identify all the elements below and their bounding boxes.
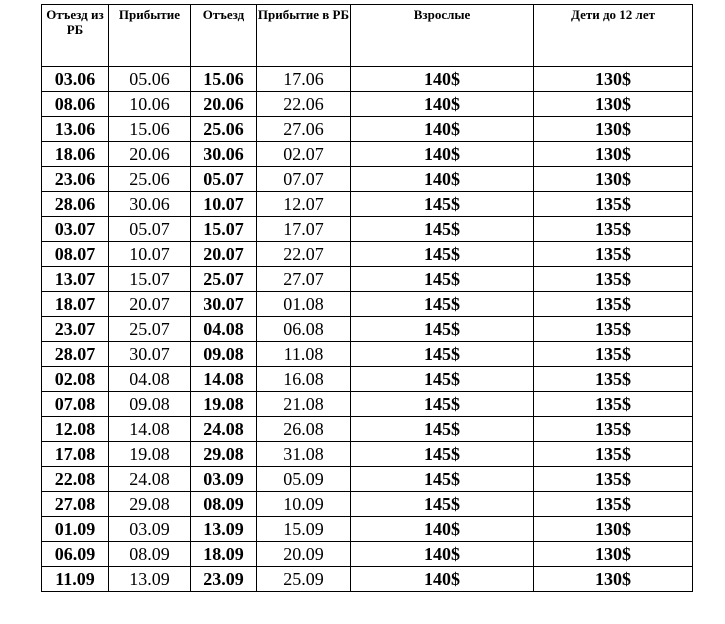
cell-price-child: 135$: [534, 442, 693, 467]
cell-arrival: 04.08: [109, 367, 191, 392]
cell-arrival: 25.06: [109, 167, 191, 192]
cell-arrival-in-rb: 10.09: [257, 492, 351, 517]
cell-price-adult: 140$: [351, 567, 534, 592]
cell-arrival-in-rb: 31.08: [257, 442, 351, 467]
cell-price-child: 135$: [534, 217, 693, 242]
cell-price-adult: 145$: [351, 367, 534, 392]
cell-arrival: 29.08: [109, 492, 191, 517]
cell-arrival-in-rb: 02.07: [257, 142, 351, 167]
cell-price-child: 135$: [534, 292, 693, 317]
cell-departure-from-rb: 23.06: [42, 167, 109, 192]
table-row: [42, 92, 693, 117]
cell-price-adult: 145$: [351, 192, 534, 217]
cell-departure: 05.07: [191, 167, 257, 192]
cell-price-child: 130$: [534, 542, 693, 567]
cell-arrival-in-rb: 17.06: [257, 67, 351, 92]
table-row: [42, 267, 693, 292]
table-row: [42, 467, 693, 492]
table-row: [42, 142, 693, 167]
header-children: Дети до 12 лет: [534, 5, 693, 67]
cell-arrival: 30.06: [109, 192, 191, 217]
header-arrival: Прибытие: [109, 5, 191, 67]
table-row: [42, 292, 693, 317]
cell-arrival-in-rb: 17.07: [257, 217, 351, 242]
cell-departure: 24.08: [191, 417, 257, 442]
cell-departure: 03.09: [191, 467, 257, 492]
cell-departure: 25.06: [191, 117, 257, 142]
cell-price-adult: 145$: [351, 242, 534, 267]
cell-price-adult: 145$: [351, 492, 534, 517]
cell-price-child: 135$: [534, 492, 693, 517]
table-row: [42, 167, 693, 192]
table-row: [42, 542, 693, 567]
cell-price-child: 135$: [534, 392, 693, 417]
table-row: [42, 242, 693, 267]
cell-arrival: 10.07: [109, 242, 191, 267]
cell-departure-from-rb: 18.07: [42, 292, 109, 317]
cell-price-child: 135$: [534, 342, 693, 367]
cell-price-adult: 145$: [351, 342, 534, 367]
cell-price-adult: 140$: [351, 517, 534, 542]
cell-price-adult: 140$: [351, 67, 534, 92]
cell-departure-from-rb: 11.09: [42, 567, 109, 592]
cell-price-child: 135$: [534, 192, 693, 217]
cell-arrival: 14.08: [109, 417, 191, 442]
cell-price-child: 135$: [534, 317, 693, 342]
cell-arrival-in-rb: 05.09: [257, 467, 351, 492]
cell-arrival-in-rb: 12.07: [257, 192, 351, 217]
cell-arrival: 03.09: [109, 517, 191, 542]
cell-arrival-in-rb: 27.06: [257, 117, 351, 142]
tour-schedule-table: [41, 4, 693, 592]
header-departure-from-rb: Отъезд из РБ: [42, 5, 109, 67]
cell-departure-from-rb: 28.06: [42, 192, 109, 217]
cell-arrival: 24.08: [109, 467, 191, 492]
cell-departure: 30.07: [191, 292, 257, 317]
cell-arrival-in-rb: 15.09: [257, 517, 351, 542]
cell-arrival-in-rb: 01.08: [257, 292, 351, 317]
cell-price-adult: 145$: [351, 417, 534, 442]
cell-departure-from-rb: 13.06: [42, 117, 109, 142]
header-row: [42, 5, 693, 67]
cell-departure: 20.06: [191, 92, 257, 117]
table-row: [42, 317, 693, 342]
cell-price-child: 130$: [534, 567, 693, 592]
cell-arrival-in-rb: 26.08: [257, 417, 351, 442]
table-row: [42, 517, 693, 542]
cell-price-child: 135$: [534, 467, 693, 492]
cell-price-adult: 140$: [351, 542, 534, 567]
header-arrival-in-rb: Прибытие в РБ: [257, 5, 351, 67]
cell-price-adult: 140$: [351, 117, 534, 142]
cell-price-adult: 145$: [351, 267, 534, 292]
cell-departure: 30.06: [191, 142, 257, 167]
cell-departure-from-rb: 08.06: [42, 92, 109, 117]
cell-departure: 08.09: [191, 492, 257, 517]
cell-departure: 29.08: [191, 442, 257, 467]
cell-departure-from-rb: 12.08: [42, 417, 109, 442]
cell-price-adult: 145$: [351, 442, 534, 467]
cell-arrival: 08.09: [109, 542, 191, 567]
cell-arrival: 15.06: [109, 117, 191, 142]
cell-arrival-in-rb: 07.07: [257, 167, 351, 192]
table-row: [42, 492, 693, 517]
cell-price-adult: 145$: [351, 292, 534, 317]
header-adults: Взрослые: [351, 5, 534, 67]
cell-price-child: 130$: [534, 117, 693, 142]
cell-departure-from-rb: 17.08: [42, 442, 109, 467]
table-row: [42, 117, 693, 142]
table-row: [42, 392, 693, 417]
cell-departure: 14.08: [191, 367, 257, 392]
cell-price-child: 130$: [534, 67, 693, 92]
cell-price-adult: 140$: [351, 92, 534, 117]
cell-price-child: 135$: [534, 367, 693, 392]
cell-departure: 15.06: [191, 67, 257, 92]
table-row: [42, 192, 693, 217]
cell-price-child: 130$: [534, 167, 693, 192]
cell-departure-from-rb: 08.07: [42, 242, 109, 267]
table-row: [42, 342, 693, 367]
cell-arrival: 05.06: [109, 67, 191, 92]
cell-departure-from-rb: 03.06: [42, 67, 109, 92]
table-row: [42, 417, 693, 442]
cell-departure: 19.08: [191, 392, 257, 417]
cell-departure: 04.08: [191, 317, 257, 342]
cell-departure: 09.08: [191, 342, 257, 367]
cell-price-adult: 145$: [351, 217, 534, 242]
cell-arrival-in-rb: 06.08: [257, 317, 351, 342]
cell-arrival-in-rb: 16.08: [257, 367, 351, 392]
cell-price-adult: 145$: [351, 467, 534, 492]
cell-arrival-in-rb: 27.07: [257, 267, 351, 292]
cell-arrival: 05.07: [109, 217, 191, 242]
table-row: [42, 442, 693, 467]
cell-arrival-in-rb: 21.08: [257, 392, 351, 417]
cell-arrival: 10.06: [109, 92, 191, 117]
table-row: [42, 367, 693, 392]
cell-departure-from-rb: 06.09: [42, 542, 109, 567]
cell-departure: 20.07: [191, 242, 257, 267]
cell-price-adult: 145$: [351, 317, 534, 342]
cell-departure: 10.07: [191, 192, 257, 217]
cell-arrival-in-rb: 25.09: [257, 567, 351, 592]
cell-departure: 23.09: [191, 567, 257, 592]
cell-departure-from-rb: 22.08: [42, 467, 109, 492]
cell-price-child: 135$: [534, 242, 693, 267]
cell-price-child: 130$: [534, 92, 693, 117]
cell-price-child: 135$: [534, 267, 693, 292]
cell-departure-from-rb: 27.08: [42, 492, 109, 517]
cell-arrival: 09.08: [109, 392, 191, 417]
cell-arrival-in-rb: 11.08: [257, 342, 351, 367]
cell-arrival: 13.09: [109, 567, 191, 592]
cell-departure-from-rb: 01.09: [42, 517, 109, 542]
cell-departure: 13.09: [191, 517, 257, 542]
cell-departure: 15.07: [191, 217, 257, 242]
cell-arrival: 30.07: [109, 342, 191, 367]
cell-price-child: 135$: [534, 417, 693, 442]
cell-arrival: 15.07: [109, 267, 191, 292]
cell-departure: 18.09: [191, 542, 257, 567]
cell-departure: 25.07: [191, 267, 257, 292]
table-row: [42, 67, 693, 92]
cell-arrival: 20.07: [109, 292, 191, 317]
cell-arrival-in-rb: 22.06: [257, 92, 351, 117]
cell-arrival: 20.06: [109, 142, 191, 167]
cell-price-child: 130$: [534, 142, 693, 167]
schedule-body: [42, 67, 693, 592]
cell-price-child: 130$: [534, 517, 693, 542]
cell-arrival: 19.08: [109, 442, 191, 467]
cell-departure-from-rb: 23.07: [42, 317, 109, 342]
cell-departure-from-rb: 28.07: [42, 342, 109, 367]
cell-price-adult: 140$: [351, 167, 534, 192]
cell-arrival-in-rb: 22.07: [257, 242, 351, 267]
cell-arrival: 25.07: [109, 317, 191, 342]
cell-departure-from-rb: 13.07: [42, 267, 109, 292]
cell-departure-from-rb: 03.07: [42, 217, 109, 242]
table-row: [42, 567, 693, 592]
table-row: [42, 217, 693, 242]
header-departure: Отъезд: [191, 5, 257, 67]
cell-price-adult: 140$: [351, 142, 534, 167]
cell-departure-from-rb: 07.08: [42, 392, 109, 417]
cell-price-adult: 145$: [351, 392, 534, 417]
cell-departure-from-rb: 18.06: [42, 142, 109, 167]
cell-departure-from-rb: 02.08: [42, 367, 109, 392]
cell-arrival-in-rb: 20.09: [257, 542, 351, 567]
